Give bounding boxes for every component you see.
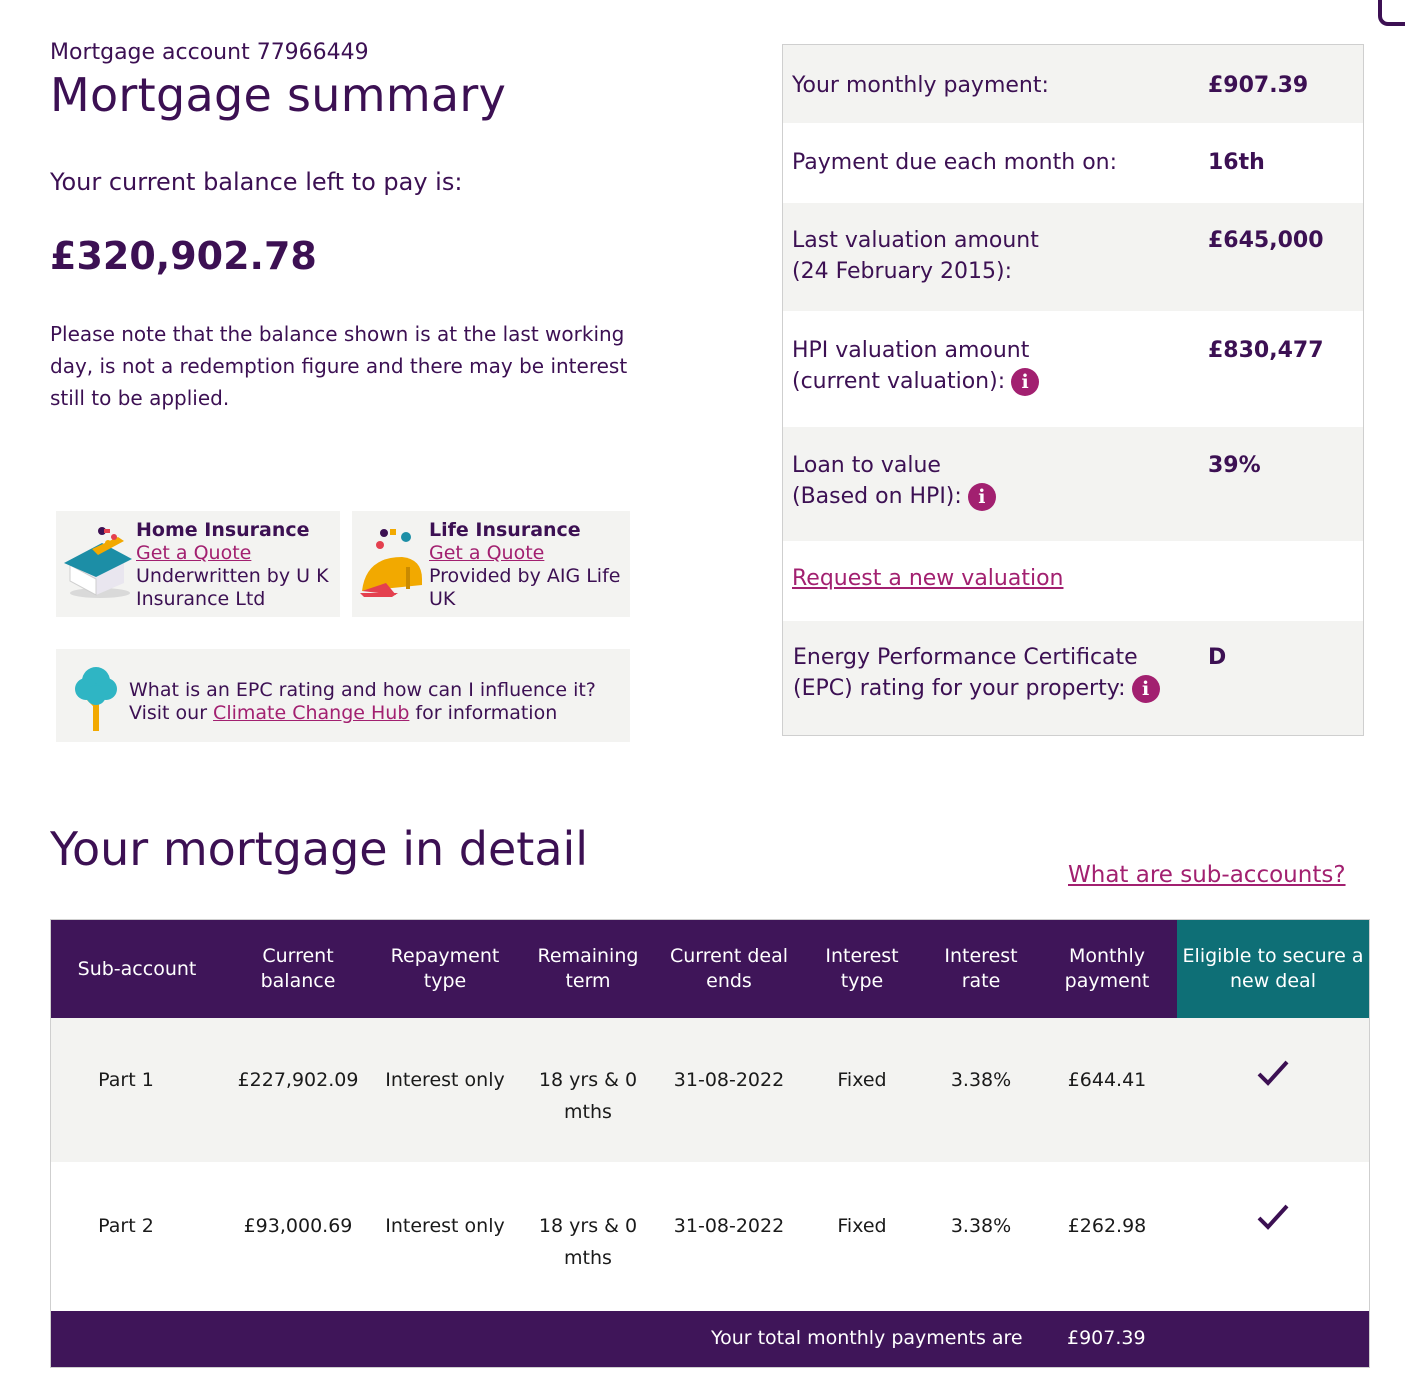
hpi-valuation-label-line2 <box>792 366 1039 397</box>
column-header-deal-ends: Current deal ends <box>669 945 789 992</box>
page-title: Mortgage summary <box>50 68 507 122</box>
hpi-valuation-value: £830,477 <box>1208 338 1324 363</box>
cell-current-balance: £227,902.09 <box>237 1069 359 1091</box>
mortgage-summary-card <box>782 44 1364 736</box>
cell-monthly-payment: £644.41 <box>1067 1069 1147 1091</box>
home-insurance-quote-link[interactable]: Get a Quote <box>136 542 252 564</box>
cell-remaining-term: 18 yrs & 0 mths <box>538 1215 638 1269</box>
cell-repayment-type: Interest only <box>385 1069 505 1091</box>
mortgage-detail-table <box>50 919 1370 1368</box>
loan-to-value-label-line2 <box>792 481 996 512</box>
balance-amount: £320,902.78 <box>50 234 317 278</box>
loan-to-value-label <box>792 450 996 512</box>
life-insurance-promo <box>352 511 630 617</box>
epc-promo <box>56 649 630 742</box>
summary-row-monthly-payment <box>783 45 1363 123</box>
epc-rating-label-text: (EPC) rating for your property: <box>793 676 1126 701</box>
life-insurance-provider: Provided by AIG Life <box>429 565 621 587</box>
detail-section-title: Your mortgage in detail <box>50 822 589 876</box>
account-number: Mortgage account 77966449 <box>50 40 369 65</box>
corner-bracket-icon <box>1378 0 1405 26</box>
cell-sub-account: Part 1 <box>98 1069 154 1091</box>
column-header-interest-rate: Interest rate <box>944 945 1018 992</box>
column-header-current-balance: Current balance <box>260 945 336 992</box>
due-date-value: 16th <box>1208 150 1265 175</box>
last-valuation-label-line1: Last valuation amount <box>792 228 1039 253</box>
checkmark-icon <box>1257 1204 1289 1230</box>
life-insurance-quote-link[interactable]: Get a Quote <box>429 542 545 564</box>
epc-rating-label <box>793 642 1160 704</box>
checkmark-icon <box>1257 1060 1289 1086</box>
column-header-sub-account: Sub-account <box>77 957 197 980</box>
epc-promo-prefix: Visit our <box>129 702 214 724</box>
summary-row-last-valuation <box>783 203 1363 311</box>
table-total-row <box>51 1311 1369 1367</box>
table-row <box>51 1162 1369 1311</box>
last-valuation-label-line2: (24 February 2015): <box>792 259 1013 284</box>
table-header <box>51 920 1369 1018</box>
balance-label: Your current balance left to pay is: <box>50 168 463 196</box>
epc-promo-info <box>129 702 557 724</box>
umbrella-icon <box>356 523 428 603</box>
cell-current-balance: £93,000.69 <box>243 1215 353 1237</box>
cell-interest-type: Fixed <box>837 1215 887 1237</box>
cell-deal-ends: 31-08-2022 <box>673 1215 785 1237</box>
epc-rating-value: D <box>1208 645 1227 670</box>
sub-accounts-help-link[interactable]: What are sub-accounts? <box>1068 862 1346 888</box>
cell-interest-rate: 3.38% <box>950 1069 1012 1091</box>
column-header-interest-type: Interest type <box>825 945 899 992</box>
hpi-valuation-label-text: (current valuation): <box>792 369 1006 394</box>
last-valuation-label <box>792 225 1039 287</box>
hpi-valuation-label-line1: HPI valuation amount <box>792 338 1030 363</box>
table-row <box>51 1018 1369 1162</box>
life-insurance-title: Life Insurance <box>429 519 581 541</box>
home-insurance-promo <box>56 511 340 617</box>
home-insurance-provider-2: Insurance Ltd <box>136 588 266 610</box>
epc-rating-label-line2 <box>793 673 1160 704</box>
cell-monthly-payment: £262.98 <box>1067 1215 1147 1237</box>
total-monthly-value: £907.39 <box>1067 1327 1146 1349</box>
cell-deal-ends: 31-08-2022 <box>673 1069 785 1091</box>
home-insurance-title: Home Insurance <box>136 519 310 541</box>
hpi-valuation-label <box>792 335 1039 397</box>
summary-row-due-date <box>783 123 1363 203</box>
summary-row-request-valuation <box>783 541 1363 621</box>
hpi-info-icon[interactable]: i <box>1011 368 1039 396</box>
tree-icon <box>74 663 120 733</box>
loan-to-value-value: 39% <box>1208 453 1261 478</box>
last-valuation-value: £645,000 <box>1208 228 1324 253</box>
cell-interest-type: Fixed <box>837 1069 887 1091</box>
epc-promo-suffix: for information <box>409 702 558 724</box>
cell-remaining-term: 18 yrs & 0 mths <box>538 1069 638 1123</box>
balance-note: Please note that the balance shown is at the last working day, is not a redemption figure and there may be interest still to be applied. <box>50 322 628 410</box>
monthly-payment-label: Your monthly payment: <box>792 73 1049 98</box>
summary-row-hpi-valuation <box>783 311 1363 427</box>
summary-row-epc-rating <box>783 621 1363 735</box>
column-header-repayment-type: Repayment type <box>390 945 500 992</box>
cell-sub-account: Part 2 <box>98 1215 154 1237</box>
home-insurance-provider: Underwritten by U K <box>136 565 329 587</box>
life-insurance-provider-2: UK <box>429 588 456 610</box>
request-valuation-link[interactable]: Request a new valuation <box>792 566 1064 591</box>
epc-info-icon[interactable]: i <box>1132 675 1160 703</box>
due-date-label: Payment due each month on: <box>792 150 1118 175</box>
cell-repayment-type: Interest only <box>385 1215 505 1237</box>
column-header-remaining-term: Remaining term <box>537 945 639 992</box>
climate-change-hub-link[interactable]: Climate Change Hub <box>213 702 410 724</box>
ltv-info-icon[interactable]: i <box>968 483 996 511</box>
epc-promo-question: What is an EPC rating and how can I influence it? <box>129 679 596 701</box>
loan-to-value-label-text: (Based on HPI): <box>792 484 962 509</box>
column-header-eligible: Eligible to secure a new deal <box>1177 920 1369 1018</box>
house-icon <box>62 519 136 601</box>
column-header-monthly-payment: Monthly payment <box>1064 945 1150 992</box>
total-monthly-label: Your total monthly payments are <box>711 1327 1023 1349</box>
cell-interest-rate: 3.38% <box>950 1215 1012 1237</box>
epc-rating-label-line1: Energy Performance Certificate <box>793 645 1138 670</box>
loan-to-value-label-line1: Loan to value <box>792 453 941 478</box>
summary-row-loan-to-value <box>783 427 1363 541</box>
monthly-payment-value: £907.39 <box>1208 73 1309 98</box>
